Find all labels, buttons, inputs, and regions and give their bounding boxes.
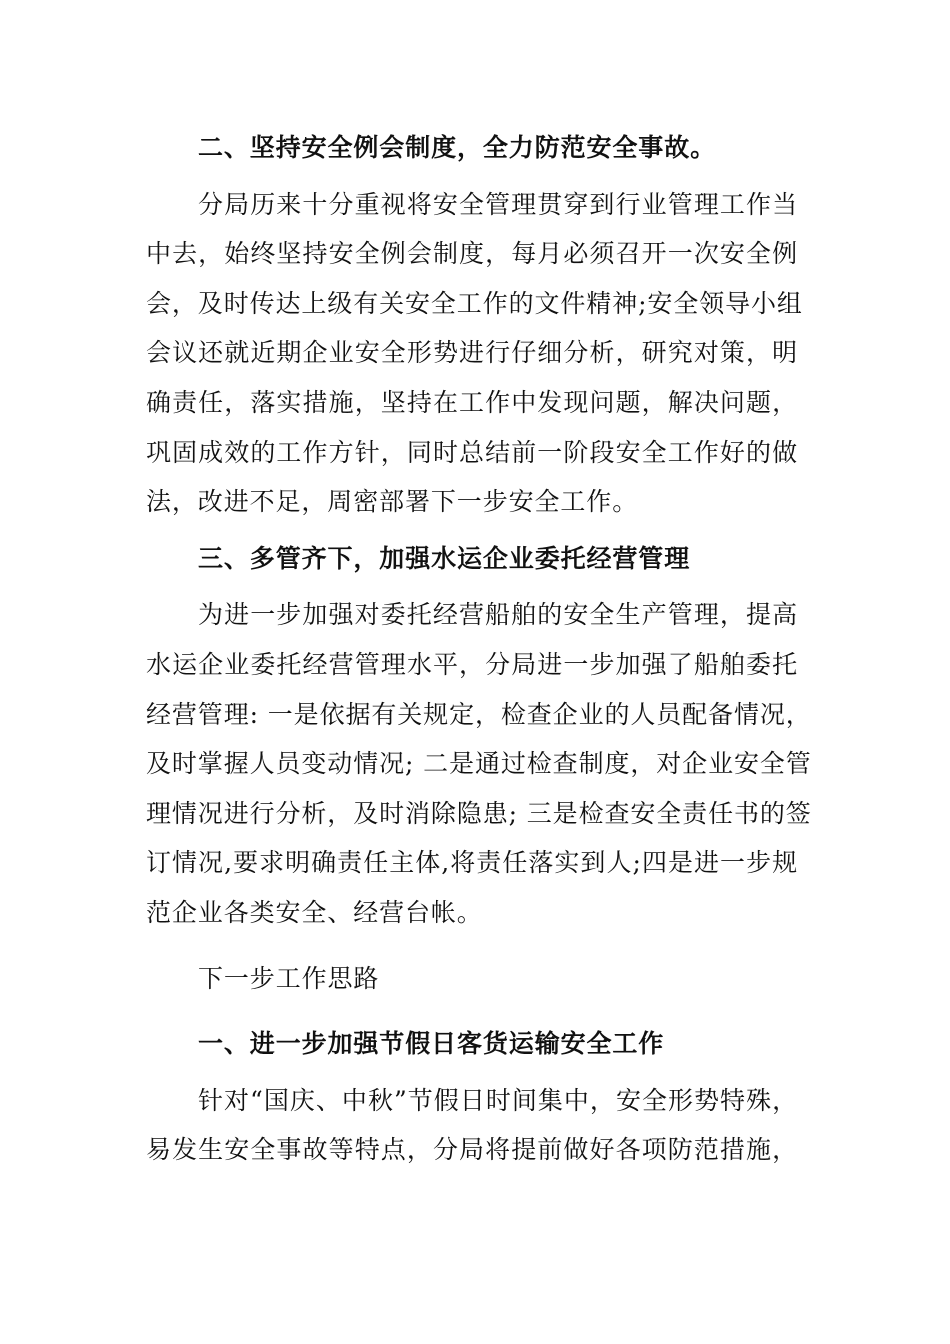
paragraph-line: 确责任，落实措施，坚持在工作中发现问题，解决问题，: [146, 387, 798, 417]
paragraph-entrusted-management: [146, 590, 812, 937]
section-heading-3: [146, 534, 798, 584]
paragraph-line: 分局历来十分重视将安全管理贯穿到行业管理工作当: [198, 189, 798, 219]
paragraph-line: 巩固成效的工作方针，同时总结前一阶段安全工作好的做: [146, 437, 798, 467]
paragraph-line: 法，改进不足，周密部署下一步安全工作。: [146, 487, 639, 517]
paragraph-line: 为进一步加强对委托经营船舶的安全生产管理，提高: [198, 600, 798, 630]
paragraph-line: 会议还就近期企业安全形势进行仔细分析，研究对策，明: [146, 338, 798, 368]
paragraph-line: 经营管理: 一是依据有关规定，检查企业的人员配备情况，: [146, 699, 812, 729]
paragraph-line: 订情况,要求明确责任主体,将责任落实到人;四是进一步规: [146, 848, 798, 878]
paragraph-line: 理情况进行分析，及时消除隐患; 三是检查安全责任书的签: [146, 798, 812, 828]
section-heading-2: [146, 123, 798, 173]
heading-line: 一、进一步加强节假日客货运输安全工作: [198, 1029, 665, 1059]
subheading-line: 下一步工作思路: [198, 963, 380, 993]
paragraph-line: 水运企业委托经营管理水平，分局进一步加强了船舶委托: [146, 649, 798, 679]
paragraph-holiday-safety: [146, 1076, 798, 1175]
paragraph-line: 易发生安全事故等特点，分局将提前做好各项防范措施，: [146, 1135, 798, 1165]
section-subheading-next-steps: [146, 954, 798, 1004]
paragraph-line: 针对“国庆、中秋”节假日时间集中，安全形势特殊，: [198, 1085, 798, 1115]
heading-line: 二、坚持安全例会制度，全力防范安全事故。: [198, 133, 717, 162]
paragraph-line: 范企业各类安全、经营台帐。: [146, 897, 483, 927]
paragraph-line: 中去，始终坚持安全例会制度，每月必须召开一次安全例: [146, 239, 798, 269]
paragraph-line: 及时掌握人员变动情况; 二是通过检查制度，对企业安全管: [146, 749, 812, 779]
document-body: [146, 123, 812, 1175]
paragraph-safety-meeting: [146, 180, 803, 527]
paragraph-line: 会，及时传达上级有关安全工作的文件精神;安全领导小组: [146, 288, 803, 318]
section-heading-1: [146, 1019, 798, 1069]
heading-line: 三、多管齐下，加强水运企业委托经营管理: [198, 543, 691, 573]
